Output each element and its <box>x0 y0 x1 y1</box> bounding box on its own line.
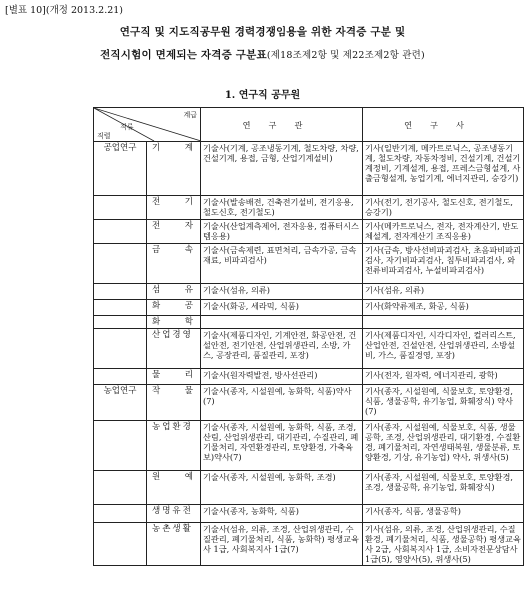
subfield-part: 전 <box>152 197 163 207</box>
subfield-part: 화 <box>152 317 163 327</box>
subfield-part: 자 <box>184 221 195 231</box>
assistant-cert-cell: 기사(일반기계, 메카트로닉스, 공조냉동기계, 철도차량, 자동차정비, 건설기계, 건설기계정비, 기계설계, 용접, 프레스금형설계, 사출금형설계, 농업기계, 에너지관리, 승강기) <box>363 142 524 196</box>
subfield-cell <box>147 316 201 329</box>
subfield-cell <box>147 300 201 316</box>
assistant-cert-cell: 기사(종자, 시설원예, 식물보호, 식품, 생물공학, 조경, 산업위생관리, 대기환경, 수질환경, 폐기물처리, 자연생태복원, 생물분류, 토양환경, 기상, 유기농업) 약사, 위생사(5) <box>363 421 524 471</box>
assistant-cert-cell: 기사(섬유, 의류) <box>363 284 524 300</box>
assistant-cert-cell: 기사(화약류제조, 화공, 식품) <box>363 300 524 316</box>
subfield-part: 원 <box>152 472 163 483</box>
field-cell <box>94 196 147 220</box>
assistant-cert-cell: 기사(종자, 시설원예, 식물보호, 토양환경, 식품, 생물공학, 유기농업, 화훼장식) 약사(7) <box>363 385 524 421</box>
table-row <box>94 505 524 523</box>
assistant-cert-cell: 기사(제품디자인, 시각디자인, 컬러리스트, 산업안전, 건설안전, 산업위생관리, 소방설비, 가스, 품질경영, 포장) <box>363 329 524 369</box>
field-cell <box>94 505 147 523</box>
subfield-part: 섬 <box>152 285 163 295</box>
subfield-cell <box>147 421 201 471</box>
subfield-part: 계 <box>184 143 195 153</box>
researcher-cert-cell: 기술사(종자, 농화학, 식품) <box>201 505 363 523</box>
subfield-part: 공 <box>184 301 195 311</box>
assistant-cert-cell: 기사(종자, 시설원예, 식물보호, 토양환경, 조경, 생물공학, 유기농업, 화훼장식) <box>363 471 524 505</box>
table-row <box>94 421 524 471</box>
table-row <box>94 316 524 329</box>
table-row <box>94 385 524 421</box>
subfield-cell <box>147 284 201 300</box>
researcher-cert-cell: 기술사(제품디자인, 기계안전, 화공안전, 건설안전, 전기안전, 산업위생관리, 소방, 가스, 공장관리, 품질관리, 포장) <box>201 329 363 369</box>
researcher-cert-cell: 기술사(기계, 공조냉동기계, 철도차량, 차량, 건설기계, 용접, 금형, 산업기계설비) <box>201 142 363 196</box>
field-cell <box>94 369 147 385</box>
assistant-cert-cell: 기사(전기, 전기공사, 철도신호, 전기철도, 승강기) <box>363 196 524 220</box>
subfield-cell <box>147 369 201 385</box>
subfield-part: 농촌생활 <box>152 524 193 535</box>
assistant-cert-cell: 기사(금속, 방사선비파괴검사, 초음파비파괴검사, 자기비파괴검사, 침투비파괴검사, 와전류비파괴검사, 누설비파괴검사) <box>363 244 524 284</box>
subfield-part: 물 <box>152 370 163 381</box>
table-row <box>94 369 524 385</box>
table-row <box>94 244 524 284</box>
subfield-part: 예 <box>184 472 195 483</box>
subfield-cell <box>147 471 201 505</box>
table-row <box>94 284 524 300</box>
subfield-part: 화 <box>152 301 163 311</box>
subfield-part: 리 <box>184 370 195 381</box>
researcher-cert-cell: 기술사(종자, 시설원예, 농화학, 식품)약사(7) <box>201 385 363 421</box>
assistant-cert-cell: 기사(섬유, 의류, 조경, 산업위생관리, 수질환경, 폐기물처리, 식품, 생물공학) 평생교육사 2급, 사회복지사 1급, 소비자전문상담사 1급(5), 영양사(5), 위생사(5) <box>363 523 524 566</box>
corner-label-class: 직류 <box>120 123 134 131</box>
subfield-part: 전 <box>152 221 163 231</box>
researcher-cert-cell: 기술사(화공, 세라믹, 식품) <box>201 300 363 316</box>
table-row <box>94 142 524 196</box>
col-header-researcher: 연구관 <box>201 108 363 142</box>
researcher-cert-cell: 기술사(종자, 시설원예, 농화학, 식품, 조경, 산림, 산업위생관리, 대기관리, 수질관리, 폐기물처리, 자연환경관리, 토양환경, 가축육보)약사(7) <box>201 421 363 471</box>
field-cell <box>94 421 147 471</box>
corner-label-rank: 계급 <box>183 111 197 119</box>
table-row <box>94 523 524 566</box>
table-row <box>94 220 524 244</box>
field-cell <box>94 220 147 244</box>
researcher-cert-cell: 기술사(원자력발전, 방사선관리) <box>201 369 363 385</box>
field-cell <box>94 300 147 316</box>
header-corner <box>94 108 201 142</box>
researcher-cert-cell: 기술사(섬유, 의류, 조경, 산업위생관리, 수질관리, 폐기물처리, 식품, 농화학) 평생교육사 1급, 사회복지사 1급(7) <box>201 523 363 566</box>
assistant-cert-cell: 기사(메카트로닉스, 전자, 전자계산기, 반도체설계, 전자계산기 조직응용) <box>363 220 524 244</box>
subfield-cell <box>147 142 201 196</box>
subfield-part: 속 <box>184 245 195 255</box>
subfield-part: 산업경영 <box>152 330 193 341</box>
table-row <box>94 329 524 369</box>
corner-label-series: 직렬 <box>97 132 111 140</box>
field-cell <box>94 284 147 300</box>
field-cell <box>94 244 147 284</box>
field-cell <box>94 316 147 329</box>
appendix-label: [별표 10](개정 2013.2.21) <box>5 5 124 16</box>
subfield-cell <box>147 329 201 369</box>
subfield-cell <box>147 220 201 244</box>
subfield-part: 생명유전 <box>152 506 193 517</box>
researcher-cert-cell: 기술사(산업계측제어, 전자응용, 컴퓨터시스템응용) <box>201 220 363 244</box>
researcher-cert-cell: 기술사(종자, 시설원예, 농화학, 조경) <box>201 471 363 505</box>
subfield-cell <box>147 244 201 284</box>
subfield-cell <box>147 196 201 220</box>
subfield-part: 농업환경 <box>152 422 193 433</box>
assistant-cert-cell <box>363 316 524 329</box>
field-cell <box>94 471 147 505</box>
table-row <box>94 471 524 505</box>
subfield-cell <box>147 505 201 523</box>
subfield-part: 금 <box>152 245 163 255</box>
table-body <box>94 142 524 566</box>
subfield-part: 유 <box>184 285 195 295</box>
subfield-cell <box>147 523 201 566</box>
subfield-part: 작 <box>152 386 163 397</box>
subfield-part: 기 <box>184 197 195 207</box>
researcher-cert-cell: 기술사(금속제련, 표면처리, 금속가공, 금속재료, 비파괴검사) <box>201 244 363 284</box>
subfield-part: 물 <box>184 386 195 397</box>
certificate-table <box>93 107 524 566</box>
field-cell <box>94 329 147 369</box>
assistant-cert-cell: 기사(전자, 원자력, 에너지관리, 광학) <box>363 369 524 385</box>
assistant-cert-cell: 기사(종자, 식품, 생물공학) <box>363 505 524 523</box>
col-header-assistant: 연구사 <box>363 108 524 142</box>
researcher-cert-cell: 기술사(발송배전, 건축전기설비, 전기응용, 철도신호, 전기철도) <box>201 196 363 220</box>
researcher-cert-cell <box>201 316 363 329</box>
title-line-2-main: 전직시험이 면제되는 자격증 구분표 <box>100 49 267 61</box>
field-cell <box>94 523 147 566</box>
table-row <box>94 300 524 316</box>
title-line-1: 연구직 및 지도직공무원 경력경쟁임용을 위한 자격증 구분 및 <box>119 26 406 38</box>
researcher-cert-cell: 기술사(섬유, 의류) <box>201 284 363 300</box>
field-cell: 공업연구 <box>94 142 147 196</box>
title-line-2 <box>0 47 525 62</box>
section-heading: 1. 연구직 공무원 <box>224 90 301 101</box>
subfield-part: 기 <box>152 143 163 153</box>
subfield-part: 학 <box>184 317 195 327</box>
subfield-cell <box>147 385 201 421</box>
table-row <box>94 196 524 220</box>
title-line-2-sub: (제18조제2항 및 제22조제2항 관련) <box>266 50 425 61</box>
field-cell: 농업연구 <box>94 385 147 421</box>
